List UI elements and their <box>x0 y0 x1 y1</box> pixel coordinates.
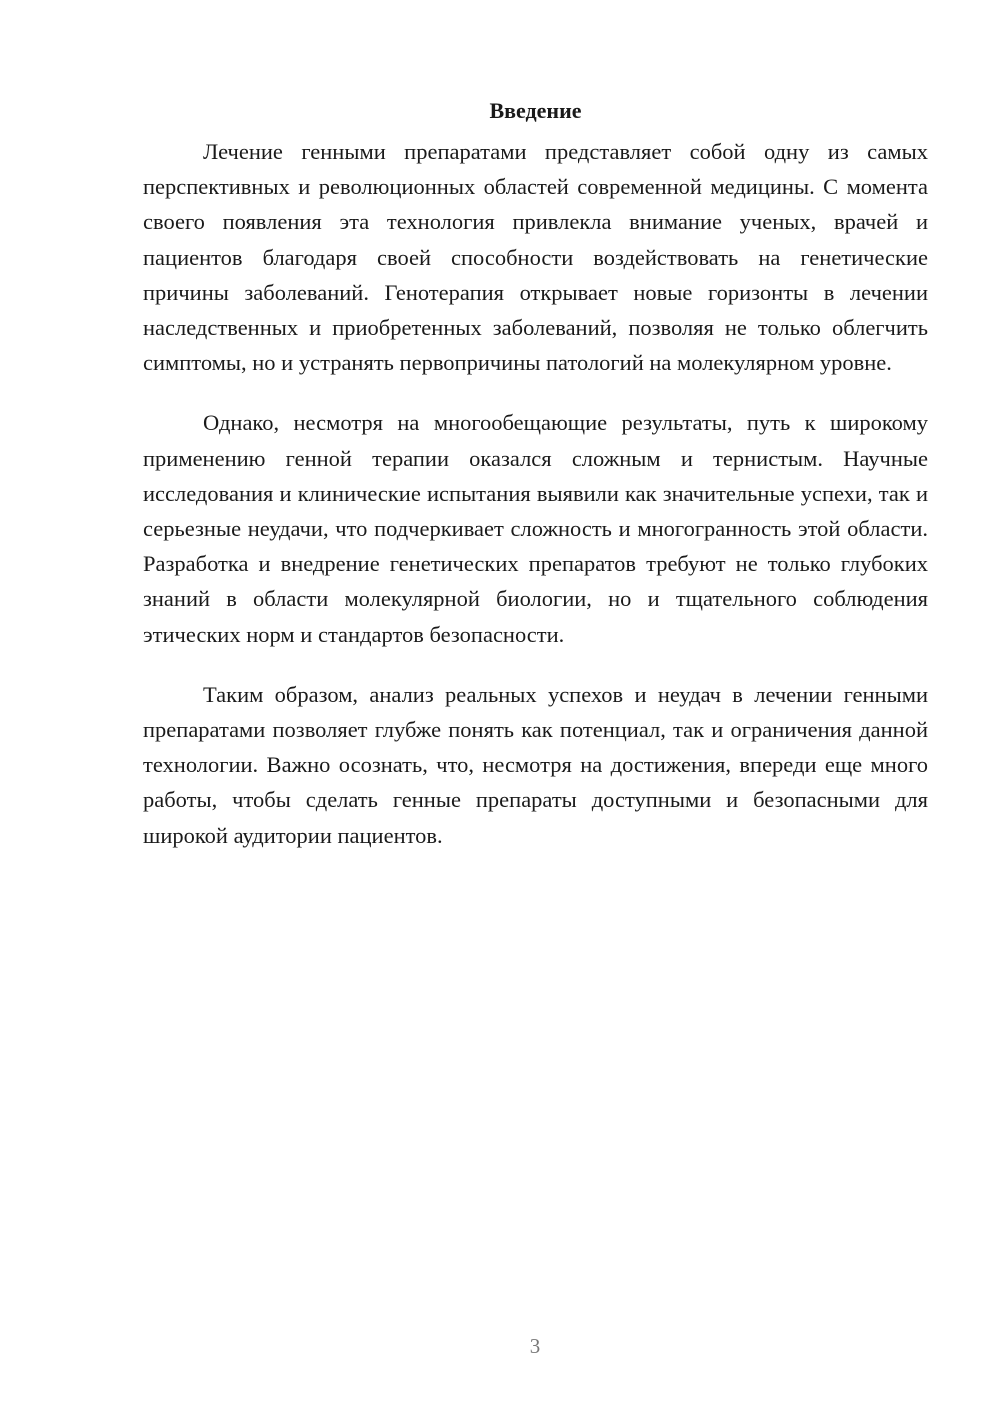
paragraph-3: Таким образом, анализ реальных успехов и неудач в лечении генными препаратами позволяет глубже понять как потенциал, так и ограничения данной технологии. Важно осознать, что, несмотря на достижения, впереди еще много работы, чтобы сделать генные препараты доступными и безопасными для широкой аудитории пациентов. <box>143 681 928 848</box>
paragraph-2: Однако, несмотря на многообещающие результаты, путь к широкому применению генной терапии оказался сложным и тернистым. Научные исследования и клинические испытания выявили как значительные успехи, так и серьезные неудачи, что подчеркивает сложность и многогранность этой области. Разработка и внедрение генетических препаратов требуют не только глубоких знаний в области молекулярной биологии, но и тщательного соблюдения этических норм и стандартов безопасности. <box>143 410 928 647</box>
page-content <box>143 96 928 878</box>
paragraph-1: Лечение генными препаратами представляет собой одну из самых перспективных и революционных областей современной медицины. С момента своего появления эта технология привлекла внимание ученых, врачей и пациентов благодаря своей способности воздействовать на генетические причины заболеваний. Генотерапия открывает новые горизонты в лечении наследственных и приобретенных заболеваний, позволяя не только облегчить симптомы, но и устранять первопричины патологий на молекулярном уровне. <box>143 139 928 376</box>
page-number: 3 <box>529 1334 541 1358</box>
section-heading: Введение <box>489 98 582 123</box>
